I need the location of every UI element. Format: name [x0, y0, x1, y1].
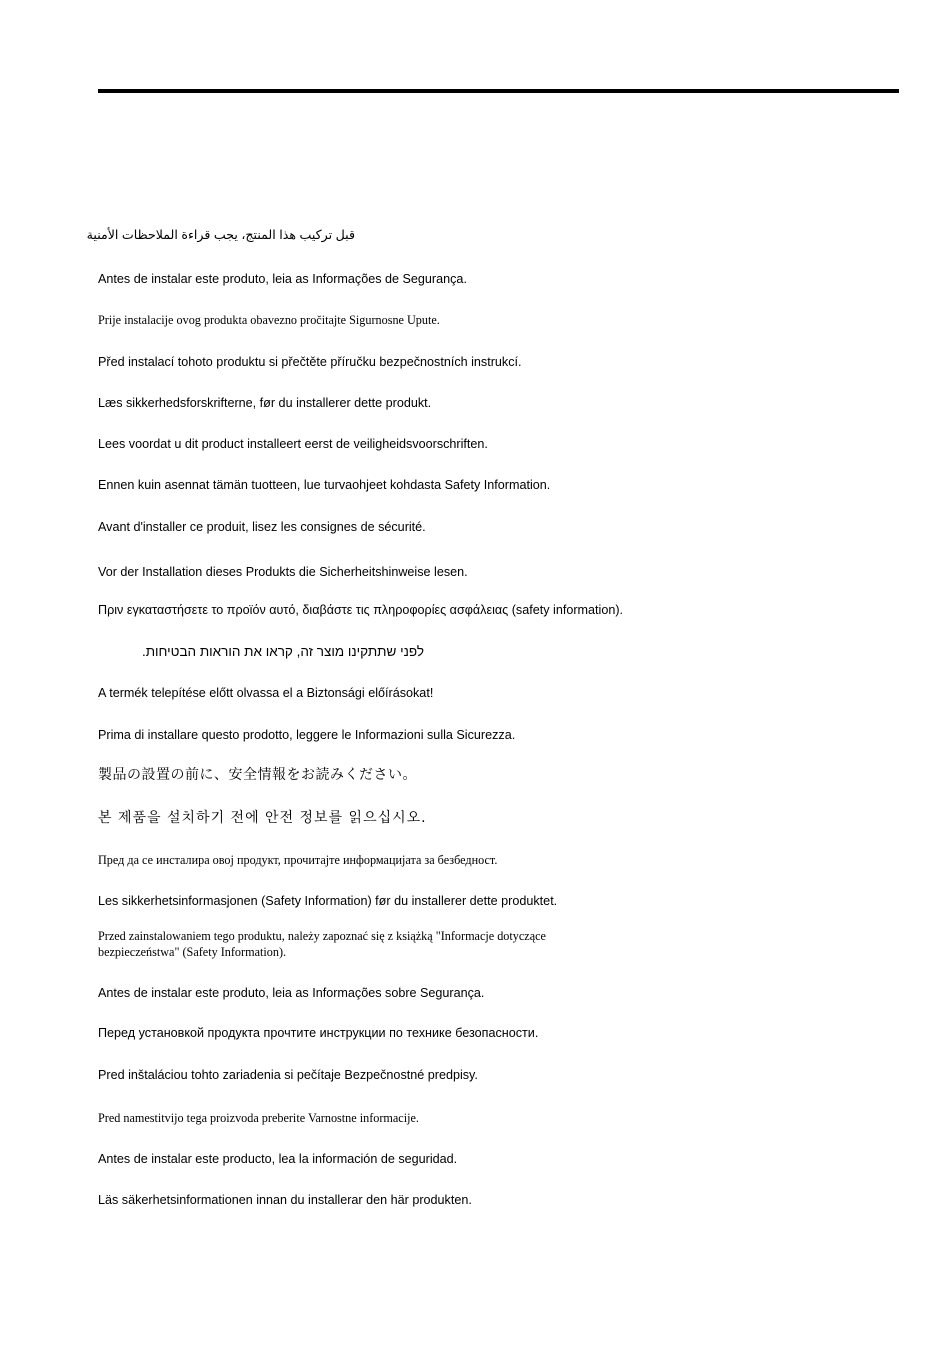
notice-russian: Перед установкой продукта прочтите инструкции по технике безопасности. [98, 1026, 539, 1040]
notice-french: Avant d'installer ce produit, lisez les consignes de sécurité. [98, 520, 426, 534]
notice-italian: Prima di installare questo prodotto, leggere le Informazioni sulla Sicurezza. [98, 728, 516, 742]
notice-hebrew: לפני שתתקינו מוצר זה, קראו את הוראות הבטיחות. [141, 644, 424, 659]
notice-dutch: Lees voordat u dit product installeert eerst de veiligheidsvoorschriften. [98, 437, 488, 451]
notice-finnish: Ennen kuin asennat tämän tuotteen, lue turvaohjeet kohdasta Safety Information. [98, 478, 551, 492]
notice-japanese: 製品の設置の前に、安全情報をお読みください。 [98, 767, 417, 783]
notice-arabic: قبل تركيب هذا المنتج، يجب قراءة الملاحظات الأمنية [86, 228, 355, 242]
notice-slovak: Pred inštaláciou tohto zariadenia si pečítaje Bezpečnostné predpisy. [98, 1068, 478, 1082]
notice-macedonian: Пред да се инсталира овој продукт, прочитајте информацијата за безбедност. [98, 853, 498, 867]
notice-hungarian: A termék telepítése előtt olvassa el a Biztonsági előírásokat! [98, 686, 434, 700]
header-rule [98, 89, 899, 93]
notice-norwegian: Les sikkerhetsinformasjonen (Safety Information) før du installerer dette produktet. [98, 894, 558, 908]
notice-greek: Πριν εγκαταστήσετε το προϊόν αυτό, διαβάστε τις πληροφορίες ασφάλειας (safety information). [98, 603, 624, 617]
notice-czech: Před instalací tohoto produktu si přečtěte příručku bezpečnostních instrukcí. [98, 355, 522, 369]
notice-croatian: Prije instalacije ovog produkta obavezno pročitajte Sigurnosne Upute. [98, 313, 440, 327]
notice-polish: Przed zainstalowaniem tego produktu, należy zapoznać się z książką "Informacje dotyczące bezpieczeństwa" (Safety Information). [98, 929, 546, 959]
notice-german: Vor der Installation dieses Produkts die Sicherheitshinweise lesen. [98, 565, 468, 579]
notice-spanish: Antes de instalar este producto, lea la información de seguridad. [98, 1152, 458, 1166]
notice-slovenian: Pred namestitvijo tega proizvoda preberite Varnostne informacije. [98, 1111, 419, 1125]
notice-portuguese: Antes de instalar este produto, leia as Informações sobre Segurança. [98, 986, 485, 1000]
notice-swedish: Läs säkerhetsinformationen innan du installerar den här produkten. [98, 1193, 472, 1207]
notice-korean: 본 제품을 설치하기 전에 안전 정보를 읽으십시오. [98, 810, 427, 826]
notice-danish: Læs sikkerhedsforskrifterne, før du installerer dette produkt. [98, 396, 432, 410]
notice-portuguese-brazil: Antes de instalar este produto, leia as Informações de Segurança. [98, 272, 467, 286]
